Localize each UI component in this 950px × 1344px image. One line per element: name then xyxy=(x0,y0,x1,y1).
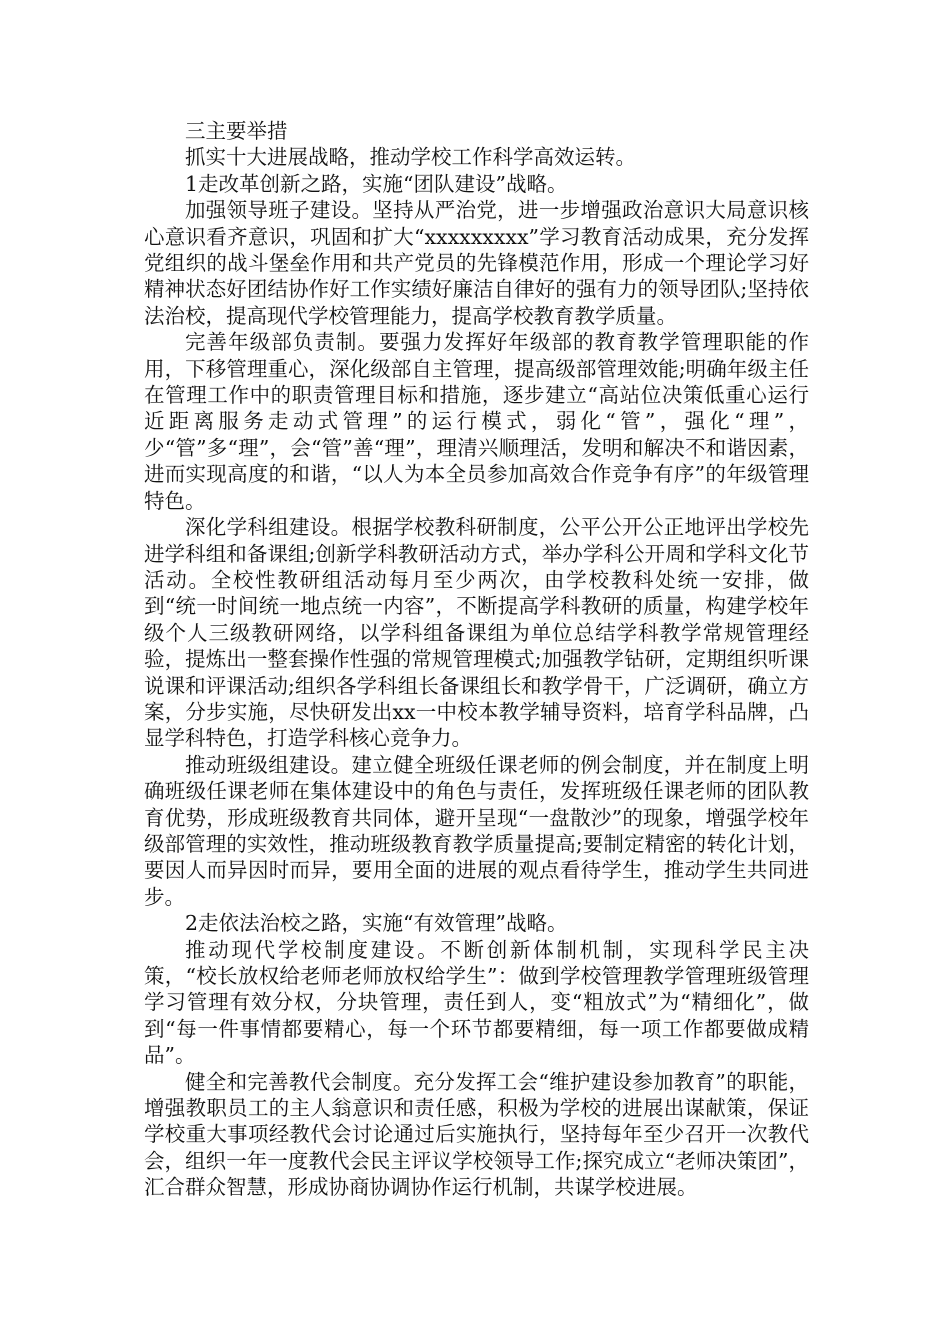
paragraph-subject-group: 深化学科组建设。根据学校教科研制度，公平公开公正地评出学校先进学科组和备课组;创新学科教研活动方式，举办学科公开周和学科文化节活动。全校性教研组活动每月至少两次，由学校教科处统一安排，做到“统一时间统一地点统一内容”，不断提高学科教研的质量，构建学校年级个人三级教研网络，以学科组备课组为单位总结学科教学常规管理经验，提炼出一整套操作性强的常规管理模式;加强教学钻研，定期组织听课说课和评课活动;组织各学科组长备课组长和教学骨干，广泛调研，确立方案，分步实施，尽快研发出xx一中校本教学辅导资料，培育学科品牌，凸显学科特色，打造学科核心竞争力。 xyxy=(144,515,809,751)
subsection-heading-2: 2走依法治校之路，实施“有效管理”战略。 xyxy=(185,911,568,936)
paragraph-grade-department: 完善年级部负责制。要强力发挥好年级部的教育教学管理职能的作用，下移管理重心，深化级部自主管理，提高级部管理效能;明确年级主任在管理工作中的职责管理目标和措施，逐步建立“高站位决策低重心运行近距离服务走动式管理”的运行模式，弱化“管”，强化“理”，少“管”多“理”，会“管”善“理”，理清兴顺理活，发明和解决不和谐因素，进而实现高度的和谐，“以人为本全员参加高效合作竞争有序”的年级管理特色。 xyxy=(144,330,809,513)
subsection-heading-1: 1走改革创新之路，实施“团队建设”战略。 xyxy=(185,171,568,196)
paragraph-leadership: 加强领导班子建设。坚持从严治党，进一步增强政治意识大局意识核心意识看齐意识，巩固和扩大“xxxxxxxxx”学习教育活动成果，充分发挥党组织的战斗堡垒作用和共产党员的先锋模范作用，形成一个理论学习好精神状态好团结协作好工作实绩好廉洁自律好的强有力的领导团队;坚持依法治校，提高现代学校管理能力，提高学校教育教学质量。 xyxy=(144,198,809,328)
section-heading: 三主要举措 xyxy=(185,119,288,143)
paragraph-class-group: 推动班级组建设。建立健全班级任课老师的例会制度，并在制度上明确班级任课老师在集体建设中的角色与责任，发挥班级任课老师的团队教育优势，形成班级教育共同体，避开呈现“一盘散沙”的现象，增强学校年级部管理的实效性，推动班级教育教学质量提高;要制定精密的转化计划，要因人而异因时而异，要用全面的进展的观点看待学生，推动学生共同进步。 xyxy=(144,752,809,909)
paragraph-school-system: 推动现代学校制度建设。不断创新体制机制，实现科学民主决策，“校长放权给老师老师放权给学生”：做到学校管理教学管理班级管理学习管理有效分权，分块管理，责任到人，变“粗放式”为“精细化”，做到“每一件事情都要精心，每一个环节都要精细，每一项工作都要做成精品”。 xyxy=(144,937,809,1068)
paragraph-intro: 抓实十大进展战略，推动学校工作科学高效运转。 xyxy=(185,145,636,170)
document-body xyxy=(144,118,809,1201)
paragraph-staff-congress: 健全和完善教代会制度。充分发挥工会“维护建设参加教育”的职能，增强教职员工的主人翁意识和责任感，积极为学校的进展出谋献策，保证学校重大事项经教代会讨论通过后实施执行，坚持每年至少召开一次教代会，组织一年一度教代会民主评议学校领导工作;探究成立“老师决策团”，汇合群众智慧，形成协商协调协作运行机制，共谋学校进展。 xyxy=(144,1069,809,1200)
